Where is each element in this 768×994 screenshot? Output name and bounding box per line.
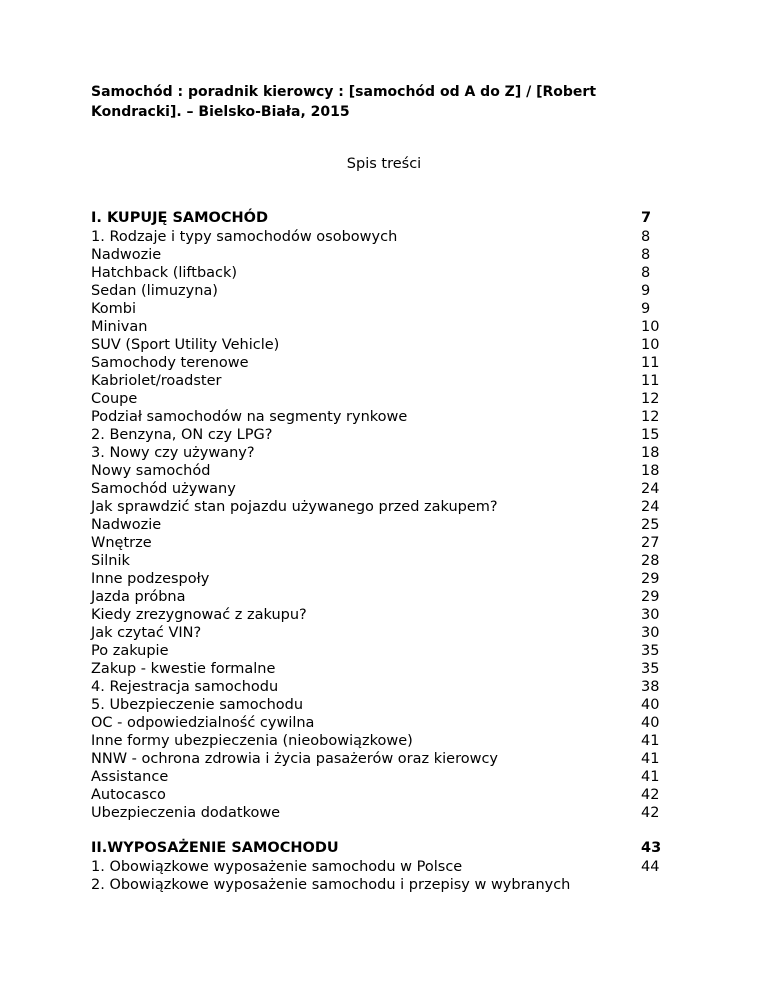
table-of-contents bbox=[91, 208, 691, 894]
toc-entry-page-number: 42 bbox=[641, 805, 660, 821]
toc-entry bbox=[91, 750, 691, 768]
toc-entry bbox=[91, 732, 691, 750]
toc-section-title: I. KUPUJĘ SAMOCHÓD bbox=[91, 210, 269, 226]
toc-entry-label: Nowy samochód bbox=[91, 463, 211, 479]
toc-entry-label: Wnętrze bbox=[91, 535, 152, 551]
toc-entry-page-number: 41 bbox=[641, 733, 660, 749]
toc-entry bbox=[91, 552, 691, 570]
toc-entry-label: Inne podzespoły bbox=[91, 571, 210, 587]
toc-section-page-number: 43 bbox=[641, 840, 662, 856]
toc-section-page-number: 7 bbox=[641, 210, 652, 226]
toc-entry-page-number: 38 bbox=[641, 679, 660, 695]
toc-section bbox=[91, 208, 691, 822]
toc-entry bbox=[91, 768, 691, 786]
toc-entry bbox=[91, 804, 691, 822]
toc-entry-label: Sedan (limuzyna) bbox=[91, 283, 218, 299]
toc-entry-page-number: 8 bbox=[641, 265, 651, 281]
toc-entry-page-number: 29 bbox=[641, 571, 660, 587]
toc-entry-label: Autocasco bbox=[91, 787, 166, 803]
toc-entry bbox=[91, 678, 691, 696]
toc-section-heading bbox=[91, 838, 691, 858]
toc-entry-page-number: 9 bbox=[641, 283, 651, 299]
toc-entry-label: 2. Benzyna, ON czy LPG? bbox=[91, 427, 273, 443]
toc-entry bbox=[91, 498, 691, 516]
toc-entry-page-number: 11 bbox=[641, 355, 660, 371]
toc-entry-label: Inne formy ubezpieczenia (nieobowiązkowe) bbox=[91, 733, 413, 749]
toc-entry bbox=[91, 354, 691, 372]
toc-entry bbox=[91, 480, 691, 498]
toc-entry bbox=[91, 624, 691, 642]
toc-entry-label: Coupe bbox=[91, 391, 138, 407]
toc-entry bbox=[91, 318, 691, 336]
toc-entry bbox=[91, 228, 691, 246]
toc-entry-label: Hatchback (liftback) bbox=[91, 265, 238, 281]
toc-entry-label: Assistance bbox=[91, 769, 169, 785]
toc-entry bbox=[91, 570, 691, 588]
toc-entry-label: Po zakupie bbox=[91, 643, 169, 659]
toc-section-heading bbox=[91, 208, 691, 228]
toc-entry bbox=[91, 642, 691, 660]
toc-entry bbox=[91, 858, 691, 876]
toc-entry-label: Nadwozie bbox=[91, 247, 162, 263]
toc-entry-label: Silnik bbox=[91, 553, 130, 569]
toc-entry-label: 2. Obowiązkowe wyposażenie samochodu i przepisy w wybranych bbox=[91, 877, 571, 893]
toc-entry-page-number: 11 bbox=[641, 373, 660, 389]
toc-entry-page-number: 10 bbox=[641, 337, 660, 353]
toc-entry bbox=[91, 444, 691, 462]
toc-entry-label: Jak sprawdzić stan pojazdu używanego przed zakupem? bbox=[91, 499, 498, 515]
toc-entry-page-number: 30 bbox=[641, 625, 660, 641]
toc-entry-page-number: 28 bbox=[641, 553, 660, 569]
toc-entry-page-number: 18 bbox=[641, 445, 660, 461]
toc-entry-label: Samochód używany bbox=[91, 481, 236, 497]
toc-entry-label: Kabriolet/roadster bbox=[91, 373, 222, 389]
toc-entry-page-number: 15 bbox=[641, 427, 660, 443]
toc-entry-page-number: 40 bbox=[641, 715, 660, 731]
toc-entry-page-number: 41 bbox=[641, 751, 660, 767]
toc-entry-label: Nadwozie bbox=[91, 517, 162, 533]
toc-entry bbox=[91, 660, 691, 678]
toc-entry-label: Jak czytać VIN? bbox=[91, 625, 202, 641]
toc-entry-label: Samochody terenowe bbox=[91, 355, 249, 371]
toc-entry-page-number: 9 bbox=[641, 301, 651, 317]
toc-entry bbox=[91, 462, 691, 480]
toc-entry-label: Jazda próbna bbox=[91, 589, 186, 605]
toc-entry-label: NNW - ochrona zdrowia i życia pasażerów oraz kierowcy bbox=[91, 751, 499, 767]
toc-entry-label: Podział samochodów na segmenty rynkowe bbox=[91, 409, 408, 425]
toc-entry-page-number: 27 bbox=[641, 535, 660, 551]
toc-entry-page-number: 29 bbox=[641, 589, 660, 605]
toc-section-title: II.WYPOSAŻENIE SAMOCHODU bbox=[91, 840, 339, 856]
toc-entry-page-number: 18 bbox=[641, 463, 660, 479]
toc-entry-label: 1. Rodzaje i typy samochodów osobowych bbox=[91, 229, 398, 245]
toc-entry bbox=[91, 786, 691, 804]
toc-entry-label: Kiedy zrezygnować z zakupu? bbox=[91, 607, 307, 623]
toc-entry bbox=[91, 372, 691, 390]
bibliographic-header bbox=[91, 82, 651, 122]
toc-entry bbox=[91, 516, 691, 534]
toc-entry-page-number: 42 bbox=[641, 787, 660, 803]
toc-entry bbox=[91, 606, 691, 624]
toc-entry-label: 3. Nowy czy używany? bbox=[91, 445, 255, 461]
toc-entry bbox=[91, 876, 691, 894]
toc-entry-label: Kombi bbox=[91, 301, 137, 317]
toc-entry bbox=[91, 264, 691, 282]
toc-entry-page-number: 35 bbox=[641, 661, 660, 677]
toc-entry bbox=[91, 408, 691, 426]
toc-entry-page-number: 41 bbox=[641, 769, 660, 785]
toc-entry-label: Ubezpieczenia dodatkowe bbox=[91, 805, 281, 821]
toc-entry-page-number: 40 bbox=[641, 697, 660, 713]
toc-entry-page-number: 30 bbox=[641, 607, 660, 623]
toc-entry bbox=[91, 696, 691, 714]
toc-entry bbox=[91, 282, 691, 300]
toc-entry-page-number: 24 bbox=[641, 481, 660, 497]
toc-entry-page-number: 8 bbox=[641, 229, 651, 245]
toc-entry bbox=[91, 588, 691, 606]
toc-entry-page-number: 8 bbox=[641, 247, 651, 263]
toc-entry bbox=[91, 534, 691, 552]
toc-entry-label: 4. Rejestracja samochodu bbox=[91, 679, 279, 695]
toc-entry-label: Zakup - kwestie formalne bbox=[91, 661, 276, 677]
toc-entry bbox=[91, 336, 691, 354]
header-title-line-1: Samochód : poradnik kierowcy : [samochód od A do Z] / [Robert bbox=[91, 84, 597, 100]
toc-entry-page-number: 24 bbox=[641, 499, 660, 515]
toc-entry bbox=[91, 390, 691, 408]
toc-entry-page-number: 35 bbox=[641, 643, 660, 659]
toc-section bbox=[91, 838, 691, 894]
toc-entry-page-number: 12 bbox=[641, 391, 660, 407]
toc-entry bbox=[91, 246, 691, 264]
toc-entry-label: 1. Obowiązkowe wyposażenie samochodu w Polsce bbox=[91, 859, 463, 875]
toc-entry-label: 5. Ubezpieczenie samochodu bbox=[91, 697, 304, 713]
toc-entry-label: OC - odpowiedzialność cywilna bbox=[91, 715, 315, 731]
toc-entry-page-number: 44 bbox=[641, 859, 660, 875]
toc-entry-page-number: 10 bbox=[641, 319, 660, 335]
toc-entry-label: Minivan bbox=[91, 319, 148, 335]
table-of-contents-heading: Spis treści bbox=[346, 156, 422, 172]
toc-entry bbox=[91, 714, 691, 732]
toc-entry bbox=[91, 426, 691, 444]
toc-entry-label: SUV (Sport Utility Vehicle) bbox=[91, 337, 280, 353]
header-title-line-2: Kondracki]. – Bielsko-Biała, 2015 bbox=[91, 104, 350, 120]
toc-entry-page-number: 12 bbox=[641, 409, 660, 425]
toc-entry-page-number: 25 bbox=[641, 517, 660, 533]
toc-entry bbox=[91, 300, 691, 318]
